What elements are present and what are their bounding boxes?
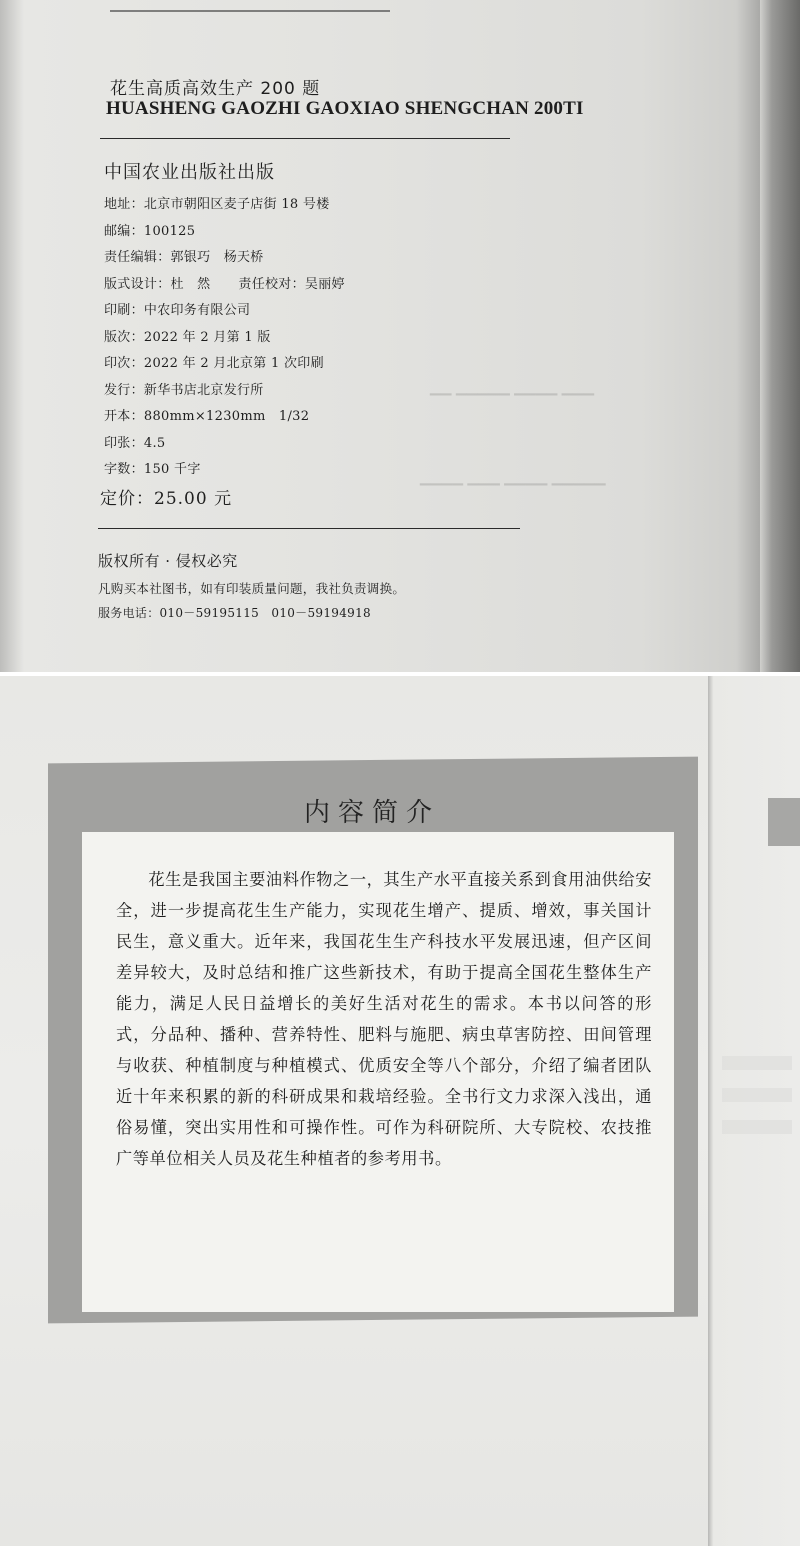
detail-row-design: 版式设计：杜 然 责任校对：吴丽婷 xyxy=(104,276,345,292)
detail-row-printer: 印刷：中农印务有限公司 xyxy=(104,303,251,318)
book-spine-edge xyxy=(760,0,800,672)
summary-heading: 内容简介 xyxy=(303,798,440,828)
title-divider xyxy=(100,138,510,139)
adjacent-page-text xyxy=(722,1056,792,1070)
publication-details xyxy=(104,192,345,484)
summary-box xyxy=(82,832,674,1312)
copyright-page-photo xyxy=(0,0,800,672)
detail-row-edition: 版次：2022 年 2 月第 1 版 xyxy=(104,329,271,345)
replacement-notice: 凡购买本社图书，如有印装质量问题，我社负责调换。 xyxy=(98,581,406,596)
detail-row-printing: 印次：2022 年 2 月北京第 1 次印刷 xyxy=(104,356,324,371)
detail-row-distribution: 发行：新华书店北京发行所 xyxy=(104,382,264,398)
price-line: 定价：25.00 元 xyxy=(100,489,233,509)
adjacent-page-text xyxy=(722,1088,792,1102)
service-phone: 服务电话：010－59195115 010－59194918 xyxy=(98,606,371,620)
detail-proofreader: 责任校对：吴丽婷 xyxy=(238,276,345,292)
adjacent-page-header-bar xyxy=(768,798,800,846)
detail-row-format: 开本：880mm×1230mm 1/32 xyxy=(104,409,310,424)
bleed-through-text: ▁▁▁▁▁ ▁▁▁▁ ▁▁▁ ▁▁▁▁ xyxy=(420,470,606,486)
top-cut-line xyxy=(110,0,390,12)
copyright-notice: 版权所有 · 侵权必究 xyxy=(98,552,238,570)
detail-row-address: 地址：北京市朝阳区麦子店街 18 号楼 xyxy=(104,197,330,212)
detail-row-sheets: 印张：4.5 xyxy=(104,435,166,451)
summary-body: 花生是我国主要油料作物之一，其生产水平直接关系到食用油供给安全，进一步提高花生生产能力，实现花生增产、提质、增效，事关国计民生，意义重大。近年来，我国花生生产科技水平发展迅速，但产区间差异较大，及时总结和推广这些新技术，有助于提高全国花生整体生产能力，满足人民日益增长的美好生活对花生的需求。本书以问答的形式，分品种、播种、营养特性、肥料与施肥、病虫草害防控、田间管理与收获、种植制度与种植模式、优质安全等八个部分，介绍了编者团队近十年来积累的新的科研成果和栽培经验。全书行文力求深入浅出，通俗易懂，突出实用性和可操作性。可作为科研院所、大专院校、农技推广等单位相关人员及花生种植者的参考用书。 xyxy=(116,870,653,1168)
publisher-line: 中国农业出版社出版 xyxy=(104,162,275,183)
bleed-through-text: ▁▁▁ ▁▁▁▁ ▁▁▁▁▁ ▁▁ xyxy=(430,380,595,396)
detail-row-postcode: 邮编：100125 xyxy=(104,223,196,239)
summary-page-photo xyxy=(0,676,800,1546)
book-title-pinyin: HUASHENG GAOZHI GAOXIAO SHENGCHAN 200TI xyxy=(106,98,584,119)
detail-row-editors: 责任编辑：郭银巧 杨天桥 xyxy=(104,250,264,265)
adjacent-page-text xyxy=(722,1120,792,1134)
price-divider xyxy=(98,528,520,529)
book-title-chinese: 花生高质高效生产 200 题 xyxy=(110,79,321,99)
detail-row-wordcount: 字数：150 千字 xyxy=(104,462,201,477)
